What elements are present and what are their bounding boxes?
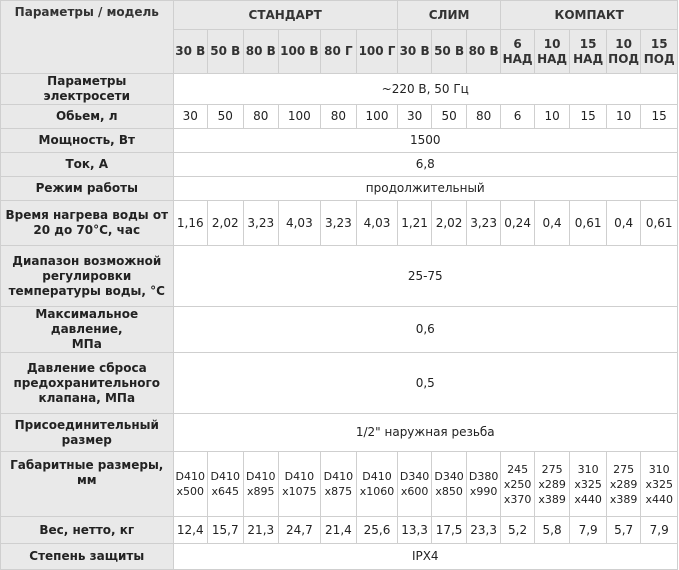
row-value: IPX4 (173, 544, 677, 570)
row-label: Ток, А (1, 153, 174, 177)
table-cell: 80 (466, 105, 501, 129)
table-cell: 7,9 (570, 517, 607, 544)
table-cell: 5,8 (534, 517, 570, 544)
table-row (1, 153, 678, 177)
dimension-cell: D410 x645 (208, 452, 244, 517)
dimension-cell: D410 x895 (243, 452, 279, 517)
table-row (1, 452, 678, 517)
table-row (1, 353, 678, 414)
table-cell: 6 (501, 105, 534, 129)
group-slim-header: СЛИМ (397, 1, 501, 30)
table-cell: 4,03 (279, 201, 321, 246)
table-row (1, 74, 678, 105)
row-value: ~220 В, 50 Гц (173, 74, 677, 105)
table-cell: 3,23 (466, 201, 501, 246)
row-label: Диапазон возможной регулировки температуры воды, °С (1, 246, 174, 307)
table-cell: 1,21 (397, 201, 432, 246)
dimension-cell: D380 x990 (466, 452, 501, 517)
row-label: Параметры электросети (1, 74, 174, 105)
model-header: 80 Г (320, 30, 357, 74)
table-cell: 0,61 (641, 201, 678, 246)
model-header: 50 В (432, 30, 467, 74)
table-cell: 100 (357, 105, 398, 129)
dimension-cell: 275 x289 x389 (534, 452, 570, 517)
row-label: Обьем, л (1, 105, 174, 129)
table-row (1, 246, 678, 307)
model-header: 15 ПОД (641, 30, 678, 74)
row-value: 1500 (173, 129, 677, 153)
table-cell: 80 (243, 105, 279, 129)
table-row (1, 307, 678, 353)
row-value: 1/2" наружная резьба (173, 414, 677, 452)
table-cell: 15,7 (208, 517, 244, 544)
table-cell: 2,02 (432, 201, 467, 246)
table-cell: 10 (606, 105, 641, 129)
dimension-cell: D410 x875 (320, 452, 357, 517)
table-cell: 0,61 (570, 201, 607, 246)
table-row (1, 105, 678, 129)
model-header: 10 ПОД (606, 30, 641, 74)
dimension-cell: 275 x289 x389 (606, 452, 641, 517)
table-cell: 0,24 (501, 201, 534, 246)
table-cell: 15 (570, 105, 607, 129)
table-row (1, 129, 678, 153)
row-label: Максимальное давление, МПа (1, 307, 174, 353)
model-header: 10 НАД (534, 30, 570, 74)
dimension-cell: 310 x325 x440 (641, 452, 678, 517)
table-cell: 25,6 (357, 517, 398, 544)
model-header: 80 В (243, 30, 279, 74)
model-header: 30 В (397, 30, 432, 74)
table-cell: 30 (173, 105, 208, 129)
table-cell: 23,3 (466, 517, 501, 544)
row-value: продолжительный (173, 177, 677, 201)
row-label: Габаритные размеры, мм (1, 452, 174, 517)
table-cell: 4,03 (357, 201, 398, 246)
group-compact-header: КОМПАКТ (501, 1, 678, 30)
row-label: Мощность, Вт (1, 129, 174, 153)
dimension-cell: 310 x325 x440 (570, 452, 607, 517)
model-header: 100 В (279, 30, 321, 74)
table-cell: 2,02 (208, 201, 244, 246)
table-cell: 21,4 (320, 517, 357, 544)
table-cell: 3,23 (243, 201, 279, 246)
model-header: 30 В (173, 30, 208, 74)
row-value: 0,6 (173, 307, 677, 353)
dimension-cell: D410 x1075 (279, 452, 321, 517)
dimension-cell: 245 x250 x370 (501, 452, 534, 517)
table-row (1, 414, 678, 452)
table-cell: 50 (432, 105, 467, 129)
row-value: 6,8 (173, 153, 677, 177)
table-cell: 10 (534, 105, 570, 129)
row-label: Присоединительный размер (1, 414, 174, 452)
model-header: 15 НАД (570, 30, 607, 74)
row-label: Давление сброса предохранительного клапана, МПа (1, 353, 174, 414)
table-row (1, 177, 678, 201)
table-row (1, 517, 678, 544)
dimension-cell: D410 x500 (173, 452, 208, 517)
param-model-header: Параметры / модель (1, 1, 174, 74)
table-cell: 7,9 (641, 517, 678, 544)
row-label: Режим работы (1, 177, 174, 201)
table-cell: 1,16 (173, 201, 208, 246)
dimension-cell: D340 x600 (397, 452, 432, 517)
table-cell: 24,7 (279, 517, 321, 544)
row-label: Степень защиты (1, 544, 174, 570)
table-cell: 30 (397, 105, 432, 129)
dimension-cell: D410 x1060 (357, 452, 398, 517)
table-cell: 15 (641, 105, 678, 129)
table-cell: 50 (208, 105, 244, 129)
table-cell: 13,3 (397, 517, 432, 544)
model-header: 80 В (466, 30, 501, 74)
model-header: 100 Г (357, 30, 398, 74)
model-header: 6 НАД (501, 30, 534, 74)
table-row (1, 201, 678, 246)
table-cell: 3,23 (320, 201, 357, 246)
table-row (1, 544, 678, 570)
row-label: Время нагрева воды от 20 до 70°С, час (1, 201, 174, 246)
table-cell: 17,5 (432, 517, 467, 544)
table-cell: 100 (279, 105, 321, 129)
dimension-cell: D340 x850 (432, 452, 467, 517)
table-cell: 5,2 (501, 517, 534, 544)
table-cell: 80 (320, 105, 357, 129)
row-label: Вес, нетто, кг (1, 517, 174, 544)
header-row-groups (1, 1, 678, 30)
table-cell: 0,4 (534, 201, 570, 246)
row-value: 0,5 (173, 353, 677, 414)
table-cell: 5,7 (606, 517, 641, 544)
row-value: 25-75 (173, 246, 677, 307)
table-cell: 12,4 (173, 517, 208, 544)
table-cell: 0,4 (606, 201, 641, 246)
group-standard-header: СТАНДАРТ (173, 1, 397, 30)
model-header: 50 В (208, 30, 244, 74)
table-cell: 21,3 (243, 517, 279, 544)
